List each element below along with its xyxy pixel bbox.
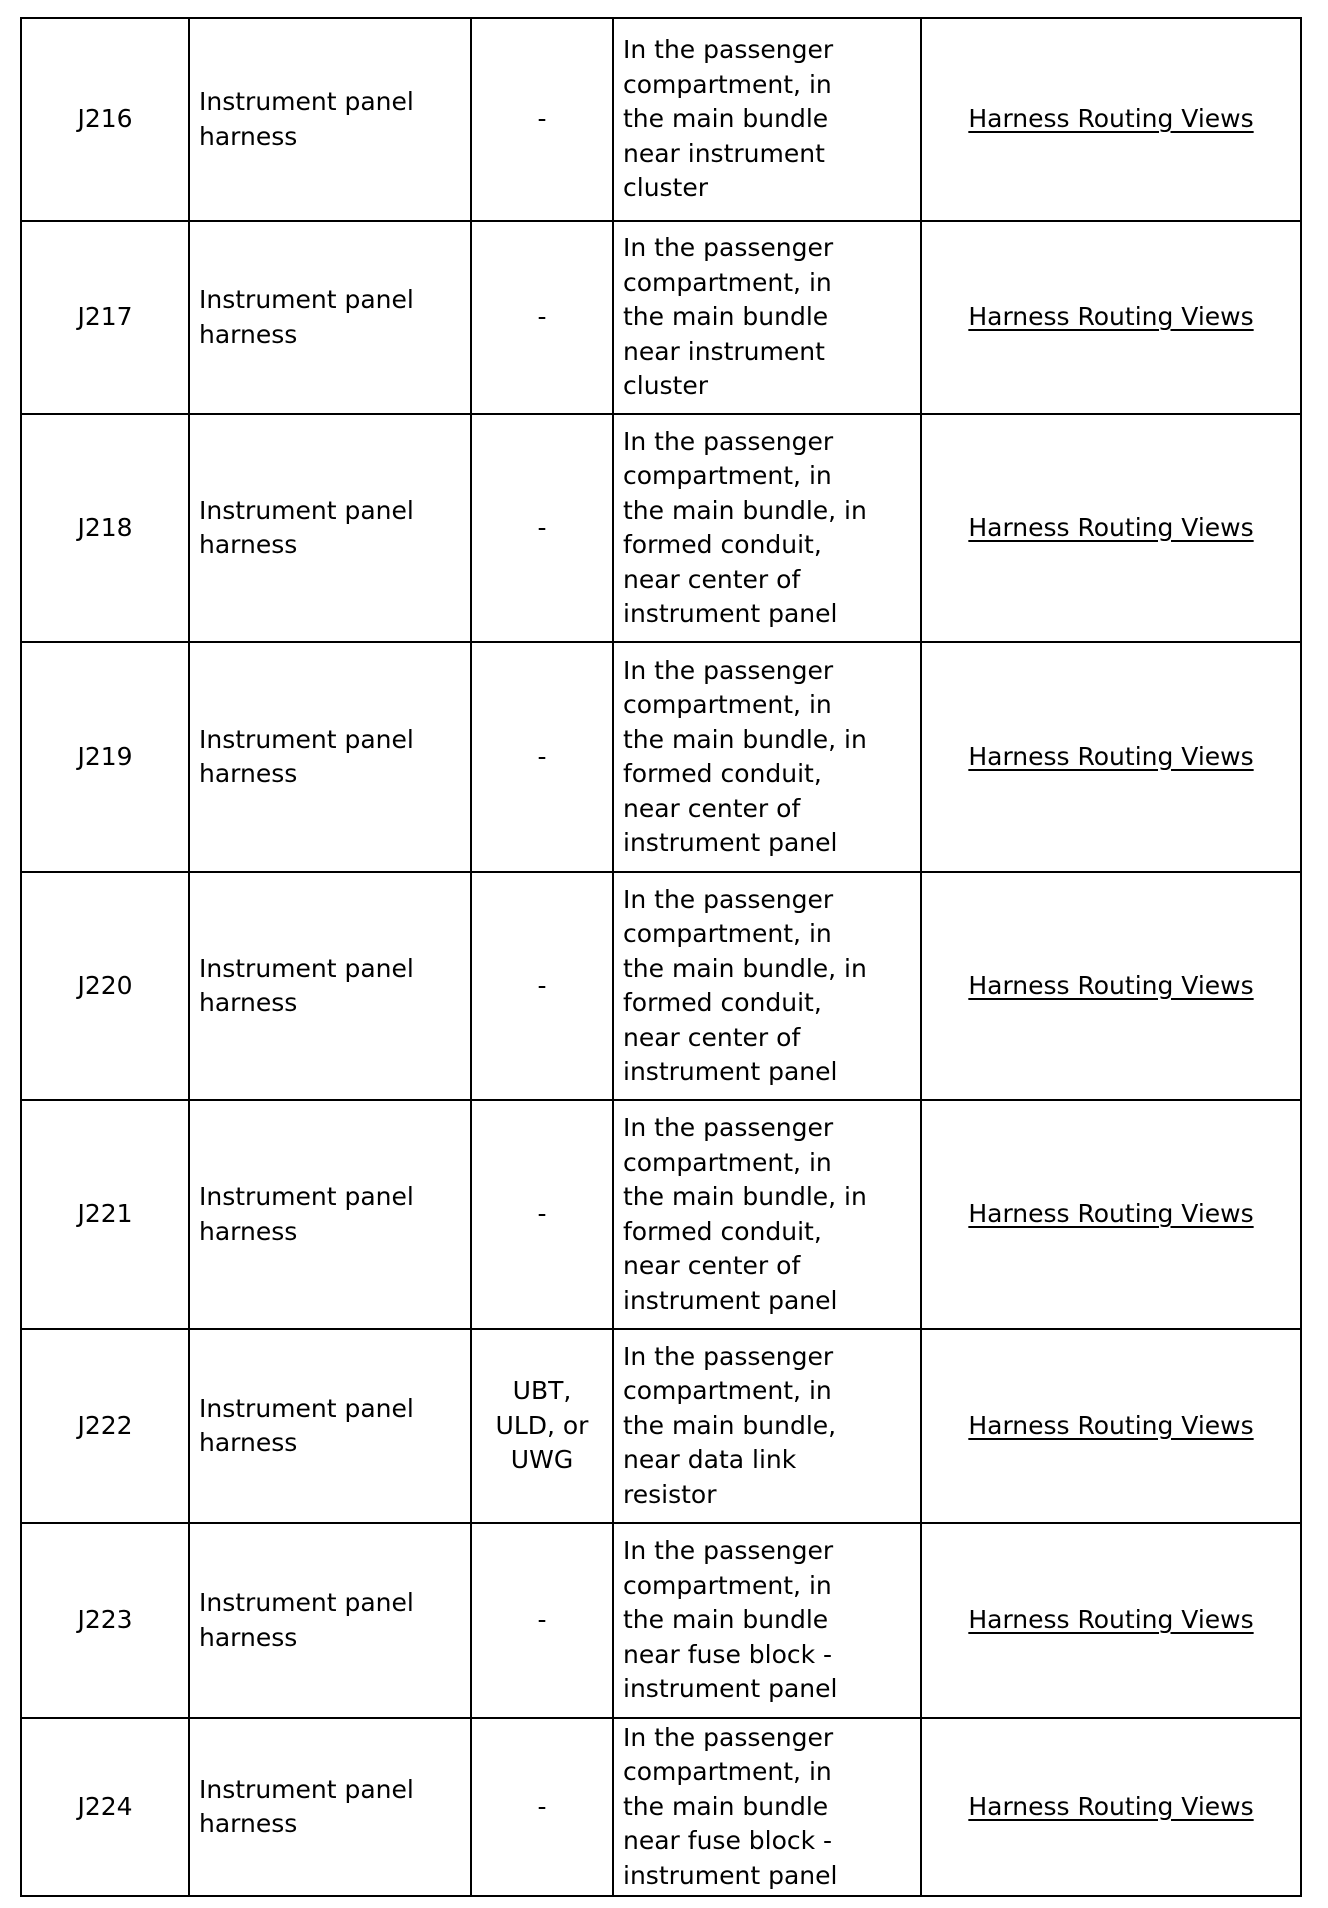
location-line: near center of	[623, 564, 801, 594]
location-line: instrument panel	[623, 828, 838, 857]
location-line: the main bundle	[623, 302, 829, 332]
location-line: compartment, in	[623, 461, 832, 490]
table-row	[21, 414, 1301, 642]
link-cell	[921, 1100, 1301, 1329]
location-line: compartment, in	[623, 69, 832, 99]
location-line: In the passenger	[623, 1536, 834, 1566]
location-line: the main bundle, in	[623, 1182, 867, 1211]
location-line: compartment, in	[623, 1376, 832, 1406]
location-line: near center of	[623, 1022, 801, 1052]
location-line: cluster	[623, 173, 709, 203]
location-line: instrument panel	[623, 1674, 838, 1704]
location-line: In the passenger	[623, 1722, 834, 1752]
location-line: instrument panel	[623, 1285, 838, 1315]
option-code: -	[471, 414, 613, 642]
table-row	[21, 18, 1301, 221]
option-code: -	[471, 1718, 613, 1896]
location-line: the main bundle, in	[623, 495, 867, 525]
location-line: the main bundle	[623, 1791, 829, 1821]
harness-name: Instrument panel harness	[189, 1100, 471, 1329]
location-description	[613, 18, 921, 221]
location-line: near instrument	[623, 336, 825, 366]
harness-name: Instrument panel harness	[189, 18, 471, 221]
harness-routing-views-link[interactable]: Harness Routing Views	[968, 970, 1254, 1000]
location-line: near center of	[623, 1251, 801, 1280]
table-row	[21, 642, 1301, 872]
location-line: near fuse block -	[623, 1639, 833, 1669]
location-line: compartment, in	[623, 690, 832, 719]
location-line: instrument panel	[623, 1057, 838, 1086]
harness-name: Instrument panel harness	[189, 1329, 471, 1523]
location-line: the main bundle, in	[623, 953, 867, 983]
option-code: -	[471, 1523, 613, 1718]
connector-table	[20, 17, 1302, 1897]
location-line: compartment, in	[623, 267, 832, 297]
connector-id: J219	[21, 642, 189, 872]
connector-table-body	[21, 18, 1301, 1896]
harness-routing-views-link[interactable]: Harness Routing Views	[968, 512, 1254, 542]
connector-id: J222	[21, 1329, 189, 1523]
location-line: cluster	[623, 371, 709, 401]
harness-routing-views-link[interactable]: Harness Routing Views	[968, 1410, 1254, 1440]
connector-id: J218	[21, 414, 189, 642]
link-cell	[921, 414, 1301, 642]
table-row	[21, 1718, 1301, 1896]
table-row	[21, 1329, 1301, 1523]
location-line: In the passenger	[623, 655, 834, 685]
harness-routing-views-link[interactable]: Harness Routing Views	[968, 1605, 1254, 1635]
location-line: formed conduit,	[623, 530, 822, 559]
location-line: the main bundle	[623, 104, 829, 134]
harness-name: Instrument panel harness	[189, 1523, 471, 1718]
connector-id: J220	[21, 872, 189, 1100]
location-line: In the passenger	[623, 1341, 834, 1371]
link-cell	[921, 1718, 1301, 1896]
link-cell	[921, 221, 1301, 414]
location-line: compartment, in	[623, 1147, 832, 1177]
link-cell	[921, 18, 1301, 221]
option-code: UBT, ULD, or UWG	[471, 1329, 613, 1523]
harness-name: Instrument panel harness	[189, 872, 471, 1100]
link-cell	[921, 872, 1301, 1100]
location-line: formed conduit,	[623, 988, 822, 1017]
harness-routing-views-link[interactable]: Harness Routing Views	[968, 302, 1254, 332]
location-description	[613, 1100, 921, 1329]
location-line: compartment, in	[623, 919, 832, 948]
option-code: -	[471, 1100, 613, 1329]
location-description	[613, 1718, 921, 1896]
location-line: In the passenger	[623, 1113, 834, 1142]
harness-name: Instrument panel harness	[189, 414, 471, 642]
location-description	[613, 872, 921, 1100]
location-line: the main bundle	[623, 1605, 829, 1635]
harness-routing-views-link[interactable]: Harness Routing Views	[968, 1791, 1254, 1821]
table-row	[21, 221, 1301, 414]
table-row	[21, 1523, 1301, 1718]
option-code: -	[471, 18, 613, 221]
location-line: formed conduit,	[623, 759, 822, 788]
location-line: In the passenger	[623, 884, 834, 914]
option-code: -	[471, 872, 613, 1100]
table-row	[21, 872, 1301, 1100]
link-cell	[921, 642, 1301, 872]
connector-id: J216	[21, 18, 189, 221]
location-line: instrument panel	[623, 1860, 838, 1890]
location-line: near fuse block -	[623, 1826, 833, 1856]
location-line: compartment, in	[623, 1757, 832, 1787]
link-cell	[921, 1523, 1301, 1718]
harness-name: Instrument panel harness	[189, 221, 471, 414]
option-code: -	[471, 642, 613, 872]
connector-id: J221	[21, 1100, 189, 1329]
harness-routing-views-link[interactable]: Harness Routing Views	[968, 1199, 1254, 1229]
location-line: formed conduit,	[623, 1216, 822, 1246]
connector-id: J224	[21, 1718, 189, 1896]
location-line: In the passenger	[623, 426, 834, 456]
location-description	[613, 1523, 921, 1718]
location-description	[613, 414, 921, 642]
table-row	[21, 1100, 1301, 1329]
location-line: compartment, in	[623, 1570, 832, 1600]
location-line: resistor	[623, 1479, 717, 1509]
harness-name: Instrument panel harness	[189, 642, 471, 872]
option-code: -	[471, 221, 613, 414]
location-description	[613, 1329, 921, 1523]
location-description	[613, 642, 921, 872]
location-line: near center of	[623, 793, 801, 823]
location-line: In the passenger	[623, 35, 834, 65]
location-line: instrument panel	[623, 599, 838, 628]
connector-id: J217	[21, 221, 189, 414]
connector-id: J223	[21, 1523, 189, 1718]
location-line: near instrument	[623, 138, 825, 168]
harness-routing-views-link[interactable]: Harness Routing Views	[968, 741, 1254, 771]
link-cell	[921, 1329, 1301, 1523]
harness-routing-views-link[interactable]: Harness Routing Views	[968, 104, 1254, 134]
harness-name: Instrument panel harness	[189, 1718, 471, 1896]
location-line: near data link	[623, 1445, 797, 1475]
location-line: the main bundle, in	[623, 724, 867, 754]
location-description	[613, 221, 921, 414]
location-line: the main bundle,	[623, 1410, 837, 1440]
location-line: In the passenger	[623, 233, 834, 263]
